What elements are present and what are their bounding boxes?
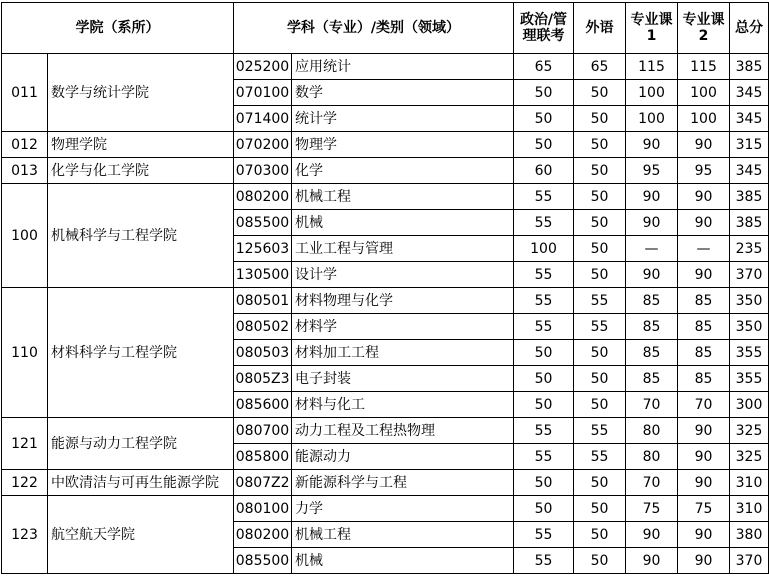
major1-score-cell: 70 [626, 392, 678, 418]
foreign-score-cell: 50 [574, 548, 626, 574]
total-score-cell: 350 [730, 288, 769, 314]
major1-score-cell: 90 [626, 184, 678, 210]
subject-code-cell: 070100 [234, 80, 292, 106]
foreign-score-cell: 55 [574, 444, 626, 470]
politics-score-cell: 50 [514, 496, 574, 522]
politics-score-cell: 50 [514, 80, 574, 106]
foreign-score-cell: 50 [574, 366, 626, 392]
total-score-cell: 315 [730, 132, 769, 158]
politics-score-cell: 50 [514, 106, 574, 132]
subject-code-cell: 070300 [234, 158, 292, 184]
politics-score-cell: 50 [514, 392, 574, 418]
subject-code-cell: 080200 [234, 522, 292, 548]
major2-score-cell: 90 [678, 132, 730, 158]
subject-code-cell: 080100 [234, 496, 292, 522]
score-table [1, 2, 769, 574]
politics-score-cell: 50 [514, 470, 574, 496]
total-score-cell: 300 [730, 392, 769, 418]
college-name-cell: 物理学院 [48, 132, 234, 158]
major1-score-cell: 115 [626, 54, 678, 80]
foreign-score-cell: 55 [574, 314, 626, 340]
subject-name-cell: 材料学 [292, 314, 514, 340]
college-name-cell: 航空航天学院 [48, 496, 234, 574]
foreign-score-cell: 50 [574, 184, 626, 210]
subject-code-cell: 0807Z2 [234, 470, 292, 496]
foreign-score-cell: 50 [574, 236, 626, 262]
college-code-cell: 013 [2, 158, 48, 184]
foreign-score-cell: 50 [574, 522, 626, 548]
subject-name-cell: 电子封装 [292, 366, 514, 392]
major1-score-cell: 80 [626, 418, 678, 444]
foreign-score-cell: 50 [574, 106, 626, 132]
total-score-cell: 385 [730, 54, 769, 80]
politics-score-cell: 55 [514, 314, 574, 340]
subject-code-cell: 130500 [234, 262, 292, 288]
college-name-cell: 能源与动力工程学院 [48, 418, 234, 470]
major2-score-cell: 70 [678, 392, 730, 418]
total-score-cell: 380 [730, 522, 769, 548]
college-code-cell: 123 [2, 496, 48, 574]
total-score-cell: 310 [730, 496, 769, 522]
table-body [2, 54, 769, 574]
table-row [2, 184, 769, 210]
header-major1: 专业课1 [626, 3, 678, 54]
college-name-cell: 化学与化工学院 [48, 158, 234, 184]
subject-code-cell: 080501 [234, 288, 292, 314]
subject-name-cell: 能源动力 [292, 444, 514, 470]
table-row [2, 470, 769, 496]
subject-code-cell: 080502 [234, 314, 292, 340]
major2-score-cell: 90 [678, 470, 730, 496]
major2-score-cell: 100 [678, 80, 730, 106]
major1-score-cell: 90 [626, 522, 678, 548]
subject-name-cell: 设计学 [292, 262, 514, 288]
major1-score-cell: 85 [626, 340, 678, 366]
politics-score-cell: 55 [514, 522, 574, 548]
total-score-cell: 325 [730, 444, 769, 470]
college-code-cell: 100 [2, 184, 48, 288]
subject-code-cell: 025200 [234, 54, 292, 80]
politics-score-cell: 65 [514, 54, 574, 80]
subject-code-cell: 085500 [234, 548, 292, 574]
total-score-cell: 355 [730, 340, 769, 366]
major1-score-cell: — [626, 236, 678, 262]
total-score-cell: 345 [730, 80, 769, 106]
major1-score-cell: 95 [626, 158, 678, 184]
subject-code-cell: 080200 [234, 184, 292, 210]
foreign-score-cell: 55 [574, 288, 626, 314]
foreign-score-cell: 50 [574, 80, 626, 106]
major2-score-cell: 90 [678, 184, 730, 210]
foreign-score-cell: 50 [574, 392, 626, 418]
foreign-score-cell: 50 [574, 470, 626, 496]
college-name-cell: 数学与统计学院 [48, 54, 234, 132]
politics-score-cell: 55 [514, 184, 574, 210]
major1-score-cell: 85 [626, 288, 678, 314]
subject-code-cell: 085500 [234, 210, 292, 236]
header-total: 总分 [730, 3, 769, 54]
college-code-cell: 110 [2, 288, 48, 418]
subject-name-cell: 机械 [292, 210, 514, 236]
subject-name-cell: 新能源科学与工程 [292, 470, 514, 496]
politics-score-cell: 60 [514, 158, 574, 184]
header-college: 学院（系所） [2, 3, 234, 54]
politics-score-cell: 55 [514, 444, 574, 470]
major1-score-cell: 70 [626, 470, 678, 496]
total-score-cell: 355 [730, 366, 769, 392]
table-row [2, 54, 769, 80]
major1-score-cell: 100 [626, 106, 678, 132]
subject-code-cell: 085600 [234, 392, 292, 418]
header-foreign: 外语 [574, 3, 626, 54]
subject-code-cell: 0805Z3 [234, 366, 292, 392]
college-code-cell: 011 [2, 54, 48, 132]
college-code-cell: 121 [2, 418, 48, 470]
major2-score-cell: 115 [678, 54, 730, 80]
total-score-cell: 370 [730, 548, 769, 574]
major1-score-cell: 80 [626, 444, 678, 470]
subject-name-cell: 材料物理与化学 [292, 288, 514, 314]
major1-score-cell: 90 [626, 132, 678, 158]
total-score-cell: 385 [730, 210, 769, 236]
politics-score-cell: 100 [514, 236, 574, 262]
college-name-cell: 机械科学与工程学院 [48, 184, 234, 288]
foreign-score-cell: 50 [574, 496, 626, 522]
college-code-cell: 012 [2, 132, 48, 158]
total-score-cell: 345 [730, 106, 769, 132]
major2-score-cell: 90 [678, 262, 730, 288]
subject-code-cell: 080700 [234, 418, 292, 444]
subject-code-cell: 070200 [234, 132, 292, 158]
politics-score-cell: 55 [514, 288, 574, 314]
table-row [2, 496, 769, 522]
major1-score-cell: 75 [626, 496, 678, 522]
foreign-score-cell: 50 [574, 132, 626, 158]
table-row [2, 418, 769, 444]
major2-score-cell: 85 [678, 340, 730, 366]
subject-name-cell: 应用统计 [292, 54, 514, 80]
college-name-cell: 中欧清洁与可再生能源学院 [48, 470, 234, 496]
major2-score-cell: 90 [678, 444, 730, 470]
major1-score-cell: 100 [626, 80, 678, 106]
foreign-score-cell: 55 [574, 418, 626, 444]
major2-score-cell: 85 [678, 314, 730, 340]
subject-name-cell: 数学 [292, 80, 514, 106]
subject-name-cell: 物理学 [292, 132, 514, 158]
politics-score-cell: 55 [514, 210, 574, 236]
politics-score-cell: 50 [514, 340, 574, 366]
major2-score-cell: 90 [678, 210, 730, 236]
subject-name-cell: 统计学 [292, 106, 514, 132]
subject-name-cell: 机械工程 [292, 184, 514, 210]
total-score-cell: 310 [730, 470, 769, 496]
major2-score-cell: 90 [678, 522, 730, 548]
subject-name-cell: 材料与化工 [292, 392, 514, 418]
subject-name-cell: 化学 [292, 158, 514, 184]
table-row [2, 288, 769, 314]
politics-score-cell: 55 [514, 418, 574, 444]
major1-score-cell: 85 [626, 314, 678, 340]
total-score-cell: 350 [730, 314, 769, 340]
college-code-cell: 122 [2, 470, 48, 496]
major2-score-cell: 90 [678, 548, 730, 574]
major2-score-cell: 85 [678, 366, 730, 392]
subject-code-cell: 080503 [234, 340, 292, 366]
major2-score-cell: 95 [678, 158, 730, 184]
subject-name-cell: 机械工程 [292, 522, 514, 548]
college-name-cell: 材料科学与工程学院 [48, 288, 234, 418]
major2-score-cell: 100 [678, 106, 730, 132]
subject-name-cell: 机械 [292, 548, 514, 574]
major1-score-cell: 90 [626, 210, 678, 236]
politics-score-cell: 50 [514, 132, 574, 158]
header-row [2, 3, 769, 54]
subject-name-cell: 材料加工工程 [292, 340, 514, 366]
subject-name-cell: 工业工程与管理 [292, 236, 514, 262]
politics-score-cell: 55 [514, 548, 574, 574]
subject-code-cell: 071400 [234, 106, 292, 132]
foreign-score-cell: 50 [574, 210, 626, 236]
header-subject: 学科（专业）/类别（领域） [234, 3, 514, 54]
major2-score-cell: — [678, 236, 730, 262]
major1-score-cell: 85 [626, 366, 678, 392]
subject-name-cell: 力学 [292, 496, 514, 522]
subject-name-cell: 动力工程及工程热物理 [292, 418, 514, 444]
subject-code-cell: 085800 [234, 444, 292, 470]
total-score-cell: 345 [730, 158, 769, 184]
total-score-cell: 385 [730, 184, 769, 210]
table-row [2, 158, 769, 184]
major1-score-cell: 90 [626, 262, 678, 288]
major1-score-cell: 90 [626, 548, 678, 574]
total-score-cell: 235 [730, 236, 769, 262]
header-politics: 政治/管理联考 [514, 3, 574, 54]
major2-score-cell: 90 [678, 418, 730, 444]
major2-score-cell: 75 [678, 496, 730, 522]
subject-code-cell: 125603 [234, 236, 292, 262]
total-score-cell: 325 [730, 418, 769, 444]
major2-score-cell: 85 [678, 288, 730, 314]
table-row [2, 132, 769, 158]
politics-score-cell: 55 [514, 262, 574, 288]
politics-score-cell: 50 [514, 366, 574, 392]
foreign-score-cell: 50 [574, 158, 626, 184]
total-score-cell: 370 [730, 262, 769, 288]
foreign-score-cell: 65 [574, 54, 626, 80]
foreign-score-cell: 50 [574, 262, 626, 288]
header-major2: 专业课2 [678, 3, 730, 54]
foreign-score-cell: 50 [574, 340, 626, 366]
